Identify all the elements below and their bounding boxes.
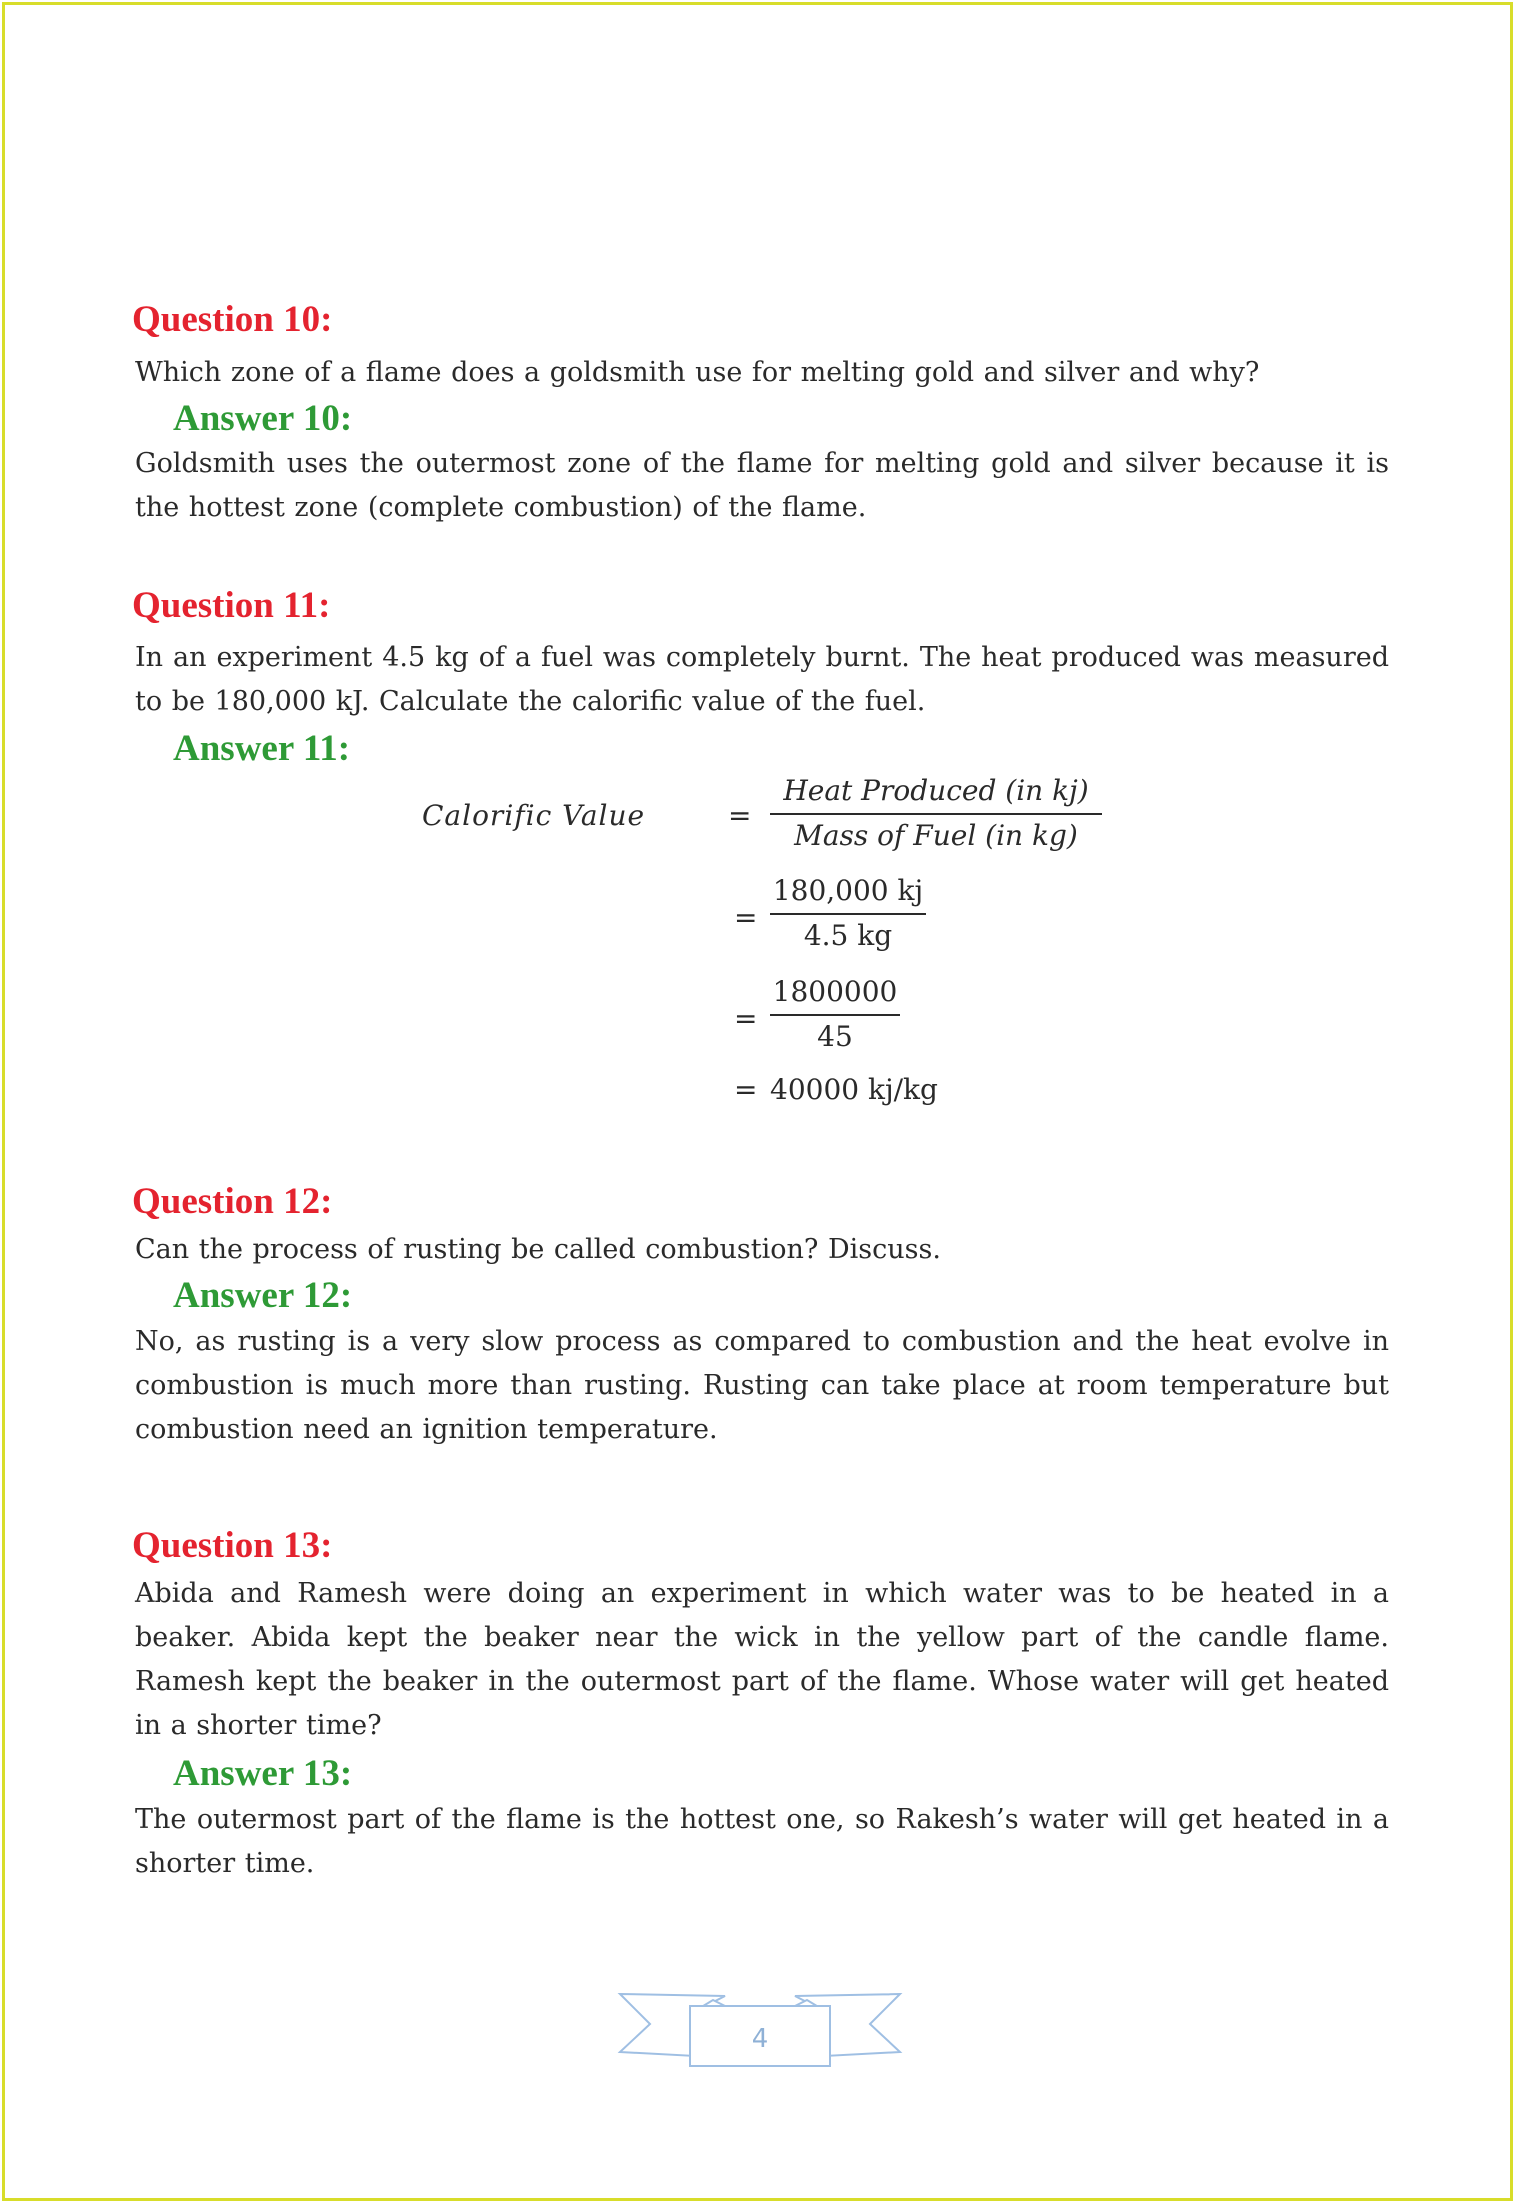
question-11-heading: Question 11:: [132, 585, 331, 626]
question-13-text: Abida and Ramesh were doing an experiment in which water was to be heated in a beaker. Abida kept the beaker near the wick in the yellow part of the candle flame. Ramesh kept the beaker in the outermost part of the flame. Whose water will get heated in a shorter time?: [135, 1578, 1389, 1741]
answer-13-heading: Answer 13:: [173, 1753, 353, 1794]
question-10-text: Which zone of a flame does a goldsmith use for melting gold and silver and why?: [135, 357, 1260, 388]
math-equals-2: =: [734, 901, 758, 934]
math-fraction-3: [770, 975, 900, 1053]
math-fraction-3-denominator: 45: [817, 1020, 853, 1053]
math-equals-3: =: [734, 1002, 758, 1035]
question-12-text: Can the process of rusting be called combustion? Discuss.: [135, 1234, 941, 1265]
math-equals-1: =: [728, 799, 752, 832]
answer-13-text: The outermost part of the flame is the hottest one, so Rakesh’s water will get heated in a shorter time.: [135, 1804, 1389, 1879]
math-fraction-1: [770, 774, 1102, 852]
answer-10-text: Goldsmith uses the outermost zone of the flame for melting gold and silver because it is the hottest zone (complete combustion) of the flame.: [135, 448, 1389, 523]
math-fraction-2-bar: [770, 913, 926, 915]
math-fraction-2-numerator: 180,000 kj: [772, 874, 924, 907]
math-fraction-1-bar: [770, 813, 1102, 815]
math-result: 40000 kj/kg: [770, 1073, 938, 1106]
math-lhs: Calorific Value: [422, 799, 646, 832]
math-equals-4: =: [734, 1073, 758, 1106]
answer-12-text: No, as rusting is a very slow process as compared to combustion and the heat evolve in combustion is much more than rusting. Rusting can take place at room temperature but combustion need an ignition temperature.: [135, 1326, 1389, 1445]
answer-11-heading: Answer 11:: [173, 728, 351, 769]
answer-12-heading: Answer 12:: [173, 1275, 353, 1316]
math-fraction-3-numerator: 1800000: [772, 975, 898, 1008]
math-fraction-2-denominator: 4.5 kg: [803, 919, 893, 952]
question-11-text: In an experiment 4.5 kg of a fuel was completely burnt. The heat produced was measured to be 180,000 kJ. Calculate the calorific value of the fuel.: [135, 642, 1389, 717]
answer-10-heading: Answer 10:: [173, 398, 353, 439]
math-fraction-1-denominator: Mass of Fuel (in kg): [794, 819, 1078, 852]
question-10-heading: Question 10:: [132, 299, 333, 340]
math-fraction-2: [770, 874, 926, 952]
question-12-heading: Question 12:: [132, 1181, 333, 1222]
question-13-heading: Question 13:: [132, 1525, 333, 1566]
page-number: 4: [751, 2024, 769, 2054]
math-fraction-1-numerator: Heat Produced (in kj): [783, 774, 1089, 807]
math-fraction-3-bar: [770, 1014, 900, 1016]
